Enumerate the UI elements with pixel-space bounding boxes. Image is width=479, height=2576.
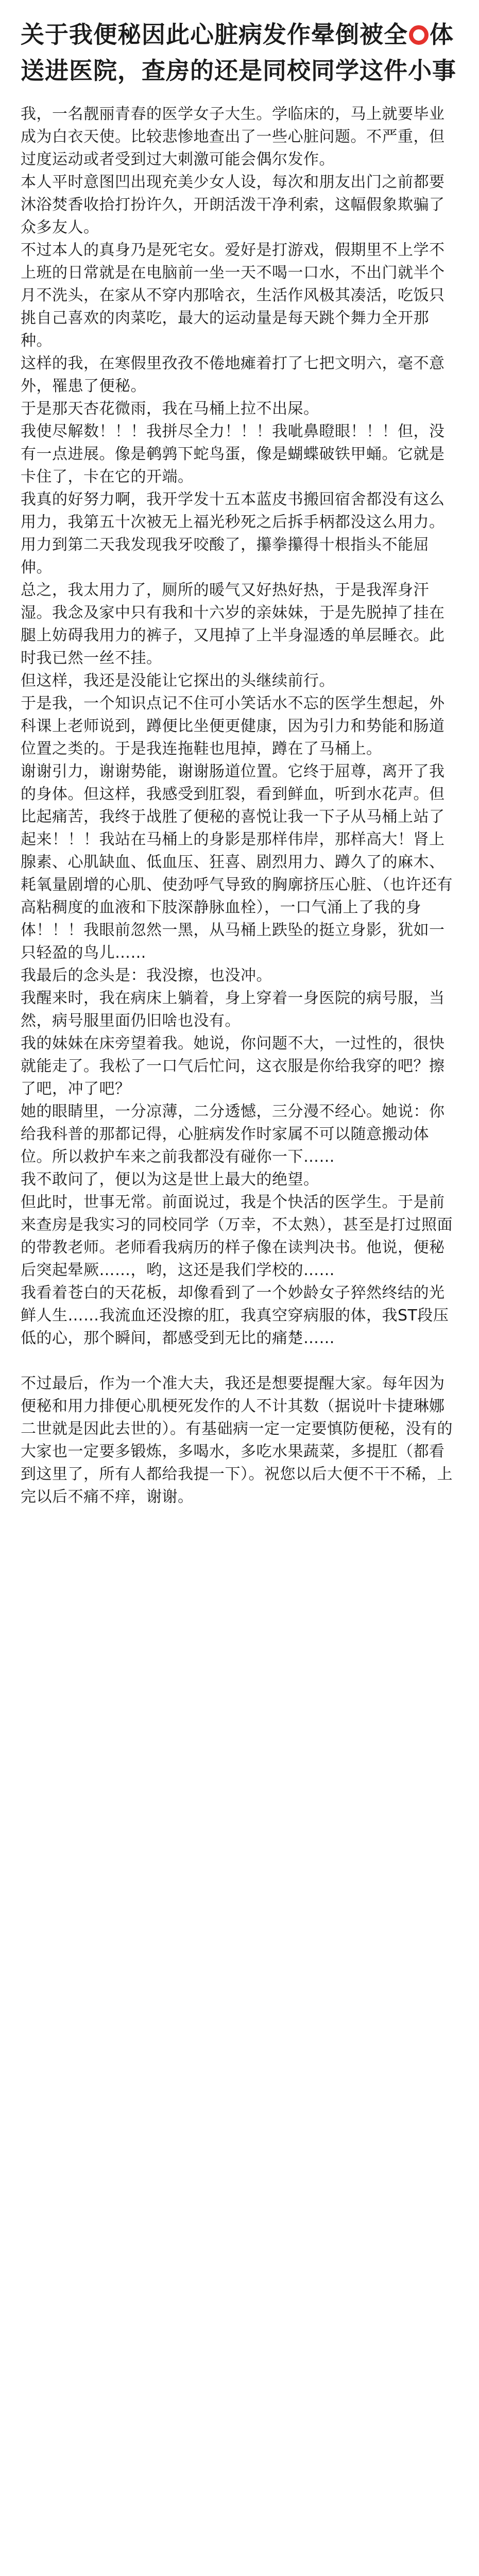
paragraph: 本人平时意图凹出现充美少女人设，每次和朋友出门之前都要沐浴焚香收拾打扮许久，开朗活泼干净利索，这幅假象欺骗了众多友人。: [21, 173, 445, 236]
article-body: [21, 103, 458, 2576]
paragraph: 我看着苍白的天花板，却像看到了一个妙龄女子猝然终结的光鲜人生……我流血还没擦的肛，我真空穿病服的体，我ST段压低的心，那个瞬间，都感受到无比的痛楚……: [21, 1284, 449, 1347]
closing-paragraph: 不过最后，作为一个准大夫，我还是想要提醒大家。每年因为便秘和用力排便心肌梗死发作的人不计其数（据说叶卡捷琳娜二世就是因此去世的）。有基础病一定一定要慎防便秘，没有的大家也一定要多锻炼，多喝水，多吃水果蔬菜，多提肛（都看到这里了，所有人都给我提一下）。祝您以后大便不干不稀，上完以后不痛不痒，谢谢。: [21, 1375, 453, 1506]
paragraph: 我不敢问了，便以为这是世上最大的绝望。: [21, 1171, 319, 1189]
paragraph: 谢谢引力，谢谢势能，谢谢肠道位置。它终于屈尊，离开了我的身体。但这样，我感受到肛裂，看到鲜血，听到水花声。但比起痛苦，我终于战胜了便秘的喜悦让我一下子从马桶上站了起来！！！我站在马桶上的身影是那样伟岸，那样高大！肾上腺素、心肌缺血、低血压、狂喜、剧烈用力、蹲久了的麻木、耗氧量剧增的心肌、使劲呼气导致的胸廓挤压心脏、（也许还有高粘稠度的血液和下肢深静脉血栓），一口气涌上了我的身体！！！我眼前忽然一黑，从马桶上跌坠的挺立身影，犹如一只轻盈的鸟儿……: [21, 762, 453, 962]
paragraph: 我的妹妹在床旁望着我。她说，你问题不大，一过性的，很快就能走了。我松了一口气后忙问，这衣服是你给我穿的吧？擦了吧，冲了吧？: [21, 1035, 445, 1098]
article-title: [21, 16, 458, 89]
title-part-2: 体送进医院，查房的还是同校同学这件小事: [21, 21, 456, 84]
paragraph: 我醒来时，我在病床上躺着，身上穿着一身医院的病号服，当然，病号服里面仍旧啥也没有。: [21, 989, 445, 1030]
paragraph: 不过本人的真身乃是死宅女。爱好是打游戏，假期里不上学不上班的日常就是在电脑前一坐一天不喝一口水，不出门就半个月不洗头，在家从不穿内那啥衣，生活作风极其凑活，吃饭只挑自己喜欢的肉菜吃，最大的运动量是每天跳个舞力全开那种。: [21, 241, 445, 350]
paragraph: 但此时，世事无常。前面说过，我是个快活的医学生。于是前来查房是我实习的同校同学（万幸，不太熟），甚至是打过照面的带教老师。老师看我病历的样子像在读判决书。他说，便秘后突起晕厥……，哟，这还是我们学校的……: [21, 1193, 453, 1279]
paragraph: 我使尽解数！！！我拼尽全力！！！我呲鼻瞪眼！！！但，没有一点进展。像是鹌鹑下蛇鸟蛋，像是蝴蝶破铁甲蛹。它就是卡住了，卡在它的开端。: [21, 422, 445, 486]
paragraph: 于是那天杏花微雨，我在马桶上拉不出屎。: [21, 400, 319, 418]
red-circle-icon: [409, 25, 429, 45]
paragraph: 于是我，一个知识点记不住可小笑话水不忘的医学生想起，外科课上老师说到，蹲便比坐便更健康，因为引力和势能和肠道位置之类的。于是我连拖鞋也甩掉，蹲在了马桶上。: [21, 694, 445, 758]
paragraph: 但这样，我还是没能让它探出的头继续前行。: [21, 672, 335, 690]
paragraph: 总之，我太用力了，厕所的暖气又好热好热，于是我浑身汗湿。我念及家中只有我和十六岁的亲妹妹，于是先脱掉了挂在腿上妨碍我用力的裤子，又甩掉了上半身湿透的单层睡衣。此时我已然一丝不挂。: [21, 581, 445, 667]
paragraph: 这样的我，在寒假里孜孜不倦地瘫着打了七把文明六，毫不意外，罹患了便秘。: [21, 354, 445, 395]
paragraph: 我最后的念头是：我没擦，也没冲。: [21, 967, 272, 985]
title-part-1: 关于我便秘因此心脏病发作晕倒被全: [21, 21, 408, 48]
paragraph: 她的眼睛里，一分凉薄，二分透憾，三分漫不经心。她说：你给我科普的那都记得，心脏病发作时家属不可以随意搬动体位。所以救护车来之前我都没有碰你一下……: [21, 1103, 445, 1166]
paragraph: 我，一名靓丽青春的医学女子大生。学临床的，马上就要毕业成为白衣天使。比较悲惨地查出了一些心脏问题。不严重，但过度运动或者受到过大刺激可能会偶尔发作。: [21, 105, 445, 168]
paragraph: 我真的好努力啊，我开学发十五本蓝皮书搬回宿舍都没有这么用力，我第五十次被无上福光秒死之后拆手柄都没这么用力。用力到第二天我发现我牙咬酸了，攥拳攥得十根指头不能屈伸。: [21, 490, 445, 577]
